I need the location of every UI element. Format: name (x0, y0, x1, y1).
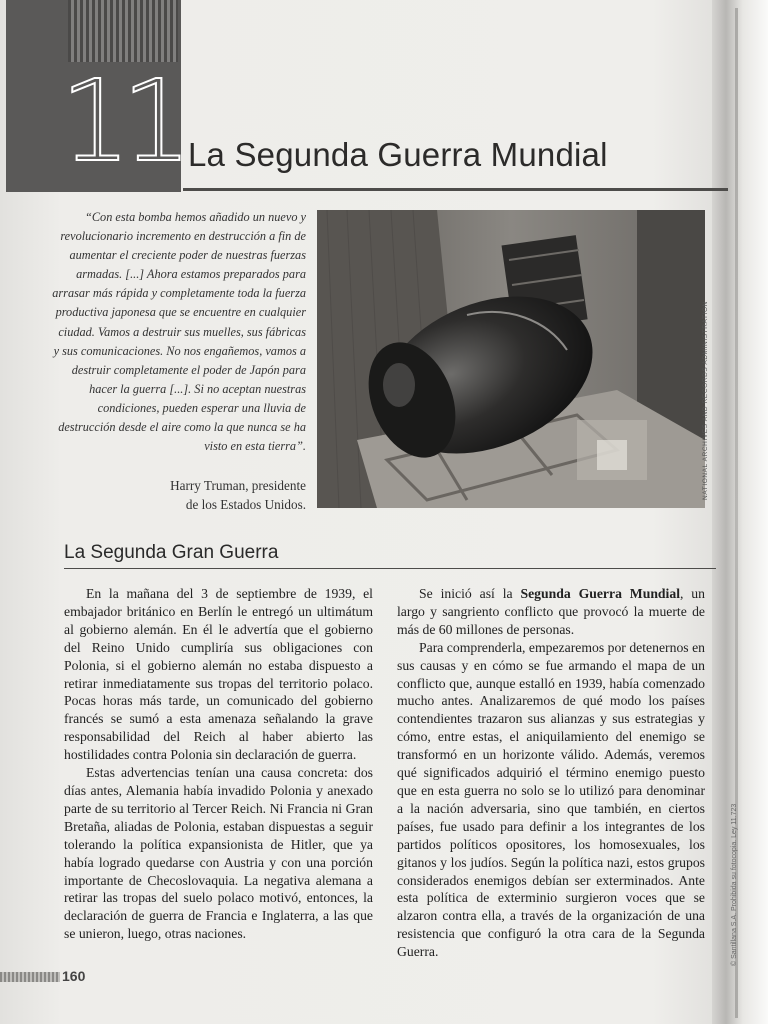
text-span: Se inició así la (419, 586, 521, 601)
bold-term: Segunda Guerra Mundial (520, 586, 680, 601)
footer-decoration (0, 972, 60, 982)
photo-credit: NATIONAL ARCHIVES AND RECORDS ADMINISTRATION (702, 301, 709, 500)
attribution-line-1: Harry Truman, presidente (170, 478, 306, 493)
bomb-photo-illustration (317, 210, 705, 508)
page-number: 160 (62, 968, 86, 984)
chapter-title: La Segunda Guerra Mundial (188, 136, 608, 173)
paragraph: Estas advertencias tenían una causa concreta: dos días antes, Alemania había invadido Polonia y anexado parte de su territorio al Tercer Reich. Ni Francia ni Gran Bretaña, aliadas de Polonia, estaban dispuestas a seguir tolerando la política expansionista de Hitler, que ya había logrado quedarse con Austria y con una porción importante de Checoslovaquia. La negativa alemana a retirar las tropas del suelo polaco motivó, entonces, la declaración de guerra de Francia e Inglaterra, a las que se unieron, luego, otras naciones. (64, 765, 373, 942)
text-column-right (397, 585, 705, 961)
text-span: , un largo y sangriento conflicto que provocó la muerte de más de 60 millones de personas. (397, 586, 705, 637)
text-column-left (64, 585, 373, 943)
copyright-notice: © Santillana S.A. Prohibida su fotocopia. Ley 11.723 (731, 803, 738, 966)
paragraph: En la mañana del 3 de septiembre de 1939, el embajador británico en Berlín le entregó un ultimátum al gobierno alemán. En él le advertía que el gobierno del Reino Unido cumpliría sus obligaciones con Polonia, si el gobierno alemán no estaba dispuesto a retirar inmediatamente sus tropas del territorio polaco. Pocas horas más tarde, un comunicado del gobierno francés se sumó a esta amenaza señalando la grave responsabilidad del Reich al haber abierto las hostilidades contra Polonia sin declaración de guerra. (64, 586, 373, 763)
attribution-line-2: de los Estados Unidos. (185, 497, 306, 512)
epigraph-quote: “Con esta bomba hemos añadido un nuevo y revolucionario incremento en destrucción a fin de aumentar el creciente poder de nuestras fuerzas armadas. [...] Ahora estamos preparados para arrasar más rápida y completamente toda la fuerza productiva japonesa que se encuentre en cualquier ciudad. Vamos a destruir sus muelles, sus fábricas y sus comunicaciones. No nos engañemos, vamos a destruir completamente el poder de Japón para hacer la guerra [...]. Si no aceptan nuestras condiciones, pueden esperar una lluvia de destrucción desde el aire como la que nunca se ha visto en esta tierra”. (52, 210, 306, 454)
chapter-number: 11 (60, 57, 183, 187)
paragraph: Para comprenderla, empezaremos por detenernos en sus causas y en cómo se fue armando el mapa de un conflicto que, aunque estalló en 1939, había comenzado mucho antes. Analizaremos de qué modo los países contendientes trazaron sus alianzas y sus estrategias y cómo, entre estas, el aniquilamiento del enemigo se transformó en un horizonte válido. Además, veremos qué significados adquirió el término enemigo puesto que en esta guerra no solo se lo utilizó para denominar a la nación adversaria, sino que también, en ciertos países, fue usado para definir a los integrantes de los partidos políticos opositores, los homosexuales, los gitanos y los judíos. Según la política nazi, estos grupos considerados enemigos debían ser exterminados. Ante esta política de exterminio surgieron voces que se alzaron contra ella, a través de la organización de una resistencia que configuró la otra cara de la Segunda Guerra. (397, 639, 705, 960)
title-rule (183, 188, 728, 191)
section-rule (64, 568, 716, 569)
section-heading: La Segunda Gran Guerra (64, 542, 279, 563)
book-spine-shadow (712, 0, 768, 1024)
epigraph-attribution (120, 476, 306, 514)
atomic-bomb-photo (317, 210, 705, 508)
paragraph (397, 585, 705, 639)
